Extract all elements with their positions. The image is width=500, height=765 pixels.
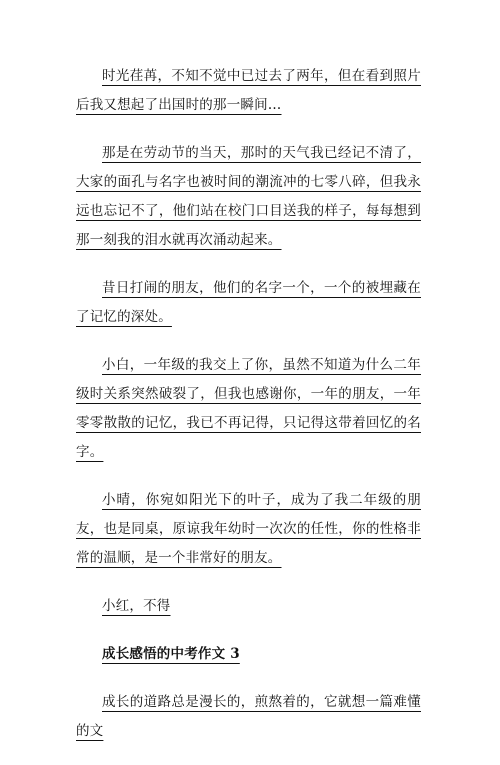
paragraph-3: 昔日打闹的朋友，他们的名字一个，一个的被埋藏在了记忆的深处。 [76, 280, 421, 325]
paragraph-5: 小晴，你宛如阳光下的叶子，成为了我二年级的朋友，也是同桌，原谅我年幼时一次次的任性，你的性格非常的温顺，是一个非常好的朋友。 [76, 492, 421, 566]
document-body [76, 62, 421, 765]
paragraph-4: 小白，一年级的我交上了你，虽然不知道为什么二年级时关系突然破裂了，但我也感谢你，一年的朋友，一年零零散散的记忆，我已不再记得，只记得这带着回忆的名字。 [76, 357, 421, 460]
paragraph-6: 小红，不得 [102, 598, 171, 614]
paragraph-7: 成长的道路总是漫长的，煎熬着的，它就想一篇难懂的文 [76, 694, 421, 739]
paragraph-2: 那是在劳动节的当天，那时的天气我已经记不清了，大家的面孔与名字也被时间的潮流冲的七零八碎，但我永远也忘记不了，他们站在校门口目送我的样子，每每想到那一刻我的泪水就再次涌动起来。 [76, 145, 421, 248]
paragraph-1: 时光荏苒，不知不觉中已过去了两年，但在看到照片后我又想起了出国时的那一瞬间… [76, 68, 421, 113]
section-heading: 成长感悟的中考作文 3 [102, 646, 240, 662]
